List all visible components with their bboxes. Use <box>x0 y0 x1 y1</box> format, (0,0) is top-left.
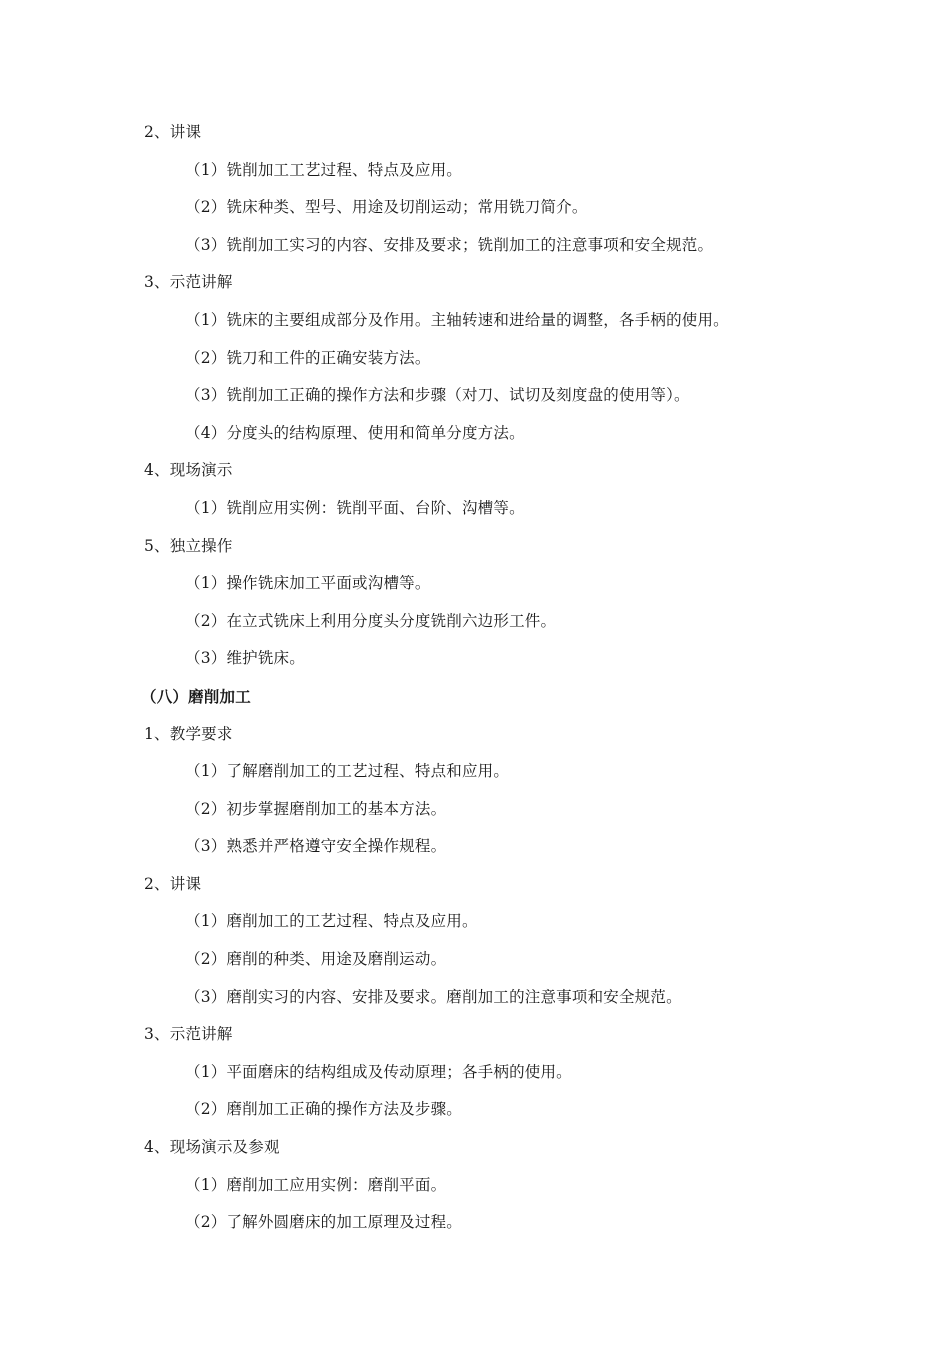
item-heading: 5、独立操作 <box>144 536 233 555</box>
sub-item: （1）铣削加工工艺过程、特点及应用。 <box>185 160 462 179</box>
sub-item: （3）磨削实习的内容、安排及要求。磨削加工的注意事项和安全规范。 <box>185 987 682 1006</box>
item-heading: 2、讲课 <box>144 874 202 893</box>
item-heading: 4、现场演示 <box>144 461 233 480</box>
sub-item: （1）磨削加工应用实例：磨削平面。 <box>185 1175 447 1194</box>
sub-item: （3）熟悉并严格遵守安全操作规程。 <box>185 837 447 856</box>
sub-item: （4）分度头的结构原理、使用和简单分度方法。 <box>185 423 525 442</box>
item-heading: 3、示范讲解 <box>144 1025 233 1044</box>
sub-item: （2）铣床种类、型号、用途及切削运动；常用铣刀简介。 <box>185 198 588 217</box>
sub-item: （1）了解磨削加工的工艺过程、特点和应用。 <box>185 762 510 781</box>
item-heading: 4、现场演示及参观 <box>144 1138 280 1157</box>
sub-item: （1）操作铣床加工平面或沟槽等。 <box>185 574 431 593</box>
sub-item: （2）磨削加工正确的操作方法及步骤。 <box>185 1100 462 1119</box>
sub-item: （3）铣削加工正确的操作方法和步骤（对刀、试切及刻度盘的使用等）。 <box>185 386 690 405</box>
sub-item: （1）平面磨床的结构组成及传动原理；各手柄的使用。 <box>185 1062 572 1081</box>
item-heading: 1、教学要求 <box>144 724 233 743</box>
sub-item: （1）磨削加工的工艺过程、特点及应用。 <box>185 912 478 931</box>
sub-item: （2）初步掌握磨削加工的基本方法。 <box>185 799 447 818</box>
item-heading: 3、示范讲解 <box>144 273 233 292</box>
sub-item: （3）维护铣床。 <box>185 649 305 668</box>
sub-item: （2）在立式铣床上利用分度头分度铣削六边形工件。 <box>185 611 557 630</box>
sub-item: （1）铣削应用实例：铣削平面、台阶、沟槽等。 <box>185 498 525 517</box>
sub-item: （2）铣刀和工件的正确安装方法。 <box>185 348 431 367</box>
document-page <box>0 114 952 1242</box>
item-heading: 2、讲课 <box>144 123 202 141</box>
sub-item: （2）磨削的种类、用途及磨削运动。 <box>185 950 447 969</box>
sub-item: （3）铣削加工实习的内容、安排及要求；铣削加工的注意事项和安全规范。 <box>185 235 714 254</box>
sub-item: （2）了解外圆磨床的加工原理及过程。 <box>185 1213 462 1232</box>
sub-item: （1）铣床的主要组成部分及作用。主轴转速和进给量的调整，各手柄的使用。 <box>185 310 729 329</box>
section-heading: （八）磨削加工 <box>141 686 251 706</box>
